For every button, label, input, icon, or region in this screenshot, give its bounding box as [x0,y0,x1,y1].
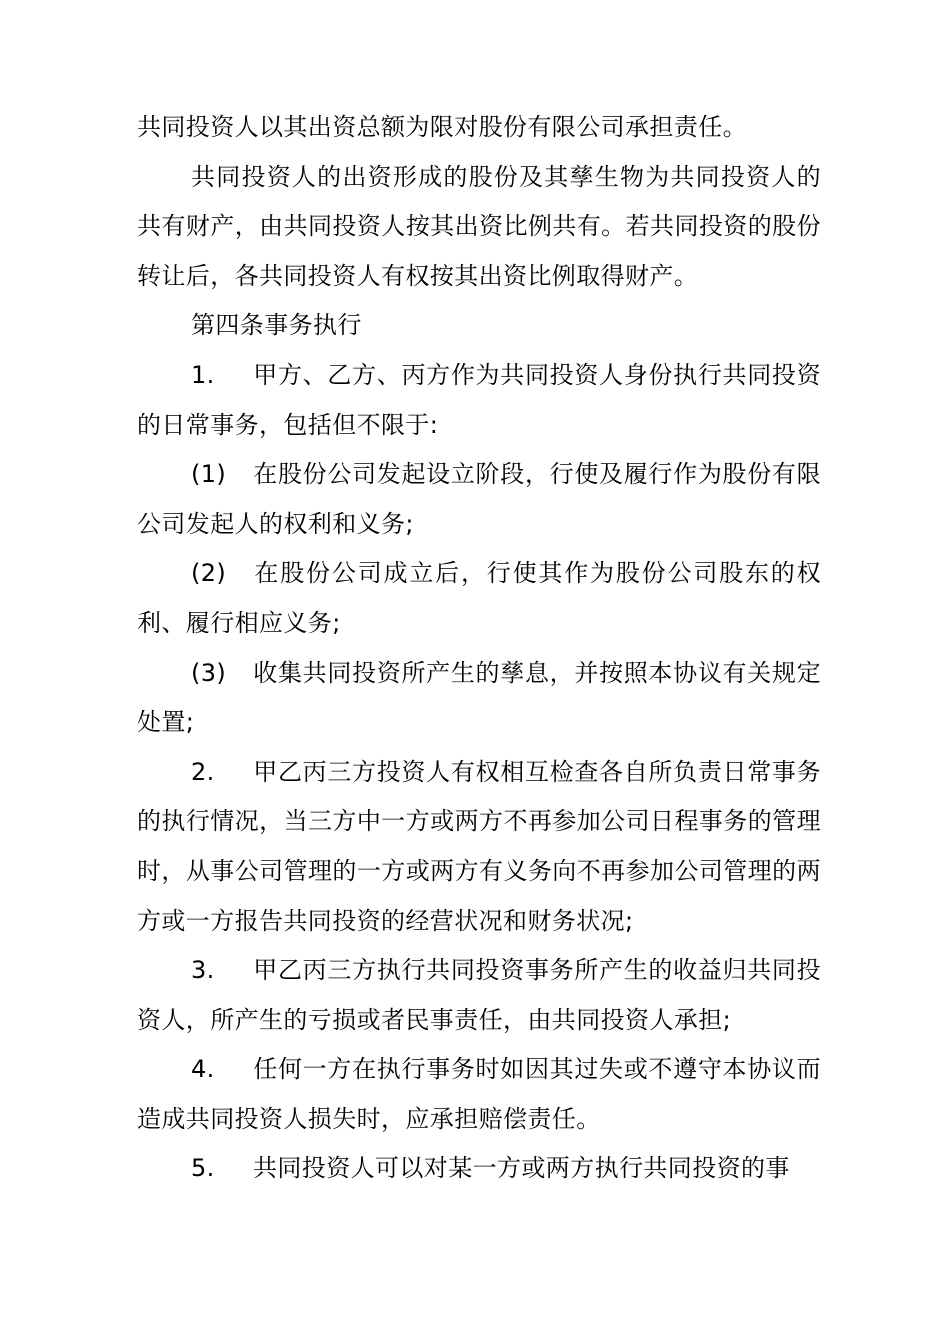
list-item-1 [137,351,821,450]
sub-item-1 [137,450,821,549]
list-item-5 [137,1144,821,1194]
list-item-text: 甲方、乙方、丙方作为共同投资人身份执行共同投资的日常事务，包括但不限于: [137,360,821,439]
sub-item-text: 在股份公司发起设立阶段，行使及履行作为股份有限公司发起人的权利和义务; [137,460,821,538]
list-item-text: 共同投资人可以对某一方或两方执行共同投资的事 [253,1154,790,1183]
list-item-4 [137,1045,821,1144]
sub-item-3 [137,649,821,748]
paragraph-joint-property [137,153,821,302]
list-number: 3. [191,956,215,985]
sub-item-number: (1) [191,460,227,489]
list-number: 5. [191,1154,215,1183]
paragraph-text: 共同投资人的出资形成的股份及其孳生物为共同投资人的共有财产，由共同投资人按其出资比例共有。若共同投资的股份转让后，各共同投资人有权按其出资比例取得财产。 [137,162,821,290]
paragraph-liability [137,103,821,153]
list-item-text: 任何一方在执行事务时如因其过失或不遵守本协议而造成共同投资人损失时，应承担赔偿责任。 [137,1055,821,1133]
list-number: 2. [191,757,215,786]
list-number: 1. [191,360,215,389]
sub-item-number: (2) [191,559,227,588]
list-item-text: 甲乙丙三方投资人有权相互检查各自所负责日常事务的执行情况，当三方中一方或两方不再参加公司日程事务的管理时，从事公司管理的一方或两方有义务向不再参加公司管理的两方或一方报告共同投资的经营状况和财务状况; [137,757,821,935]
paragraph-text: 共同投资人以其出资总额为限对股份有限公司承担责任。 [137,113,747,141]
list-item-text: 甲乙丙三方执行共同投资事务所产生的收益归共同投资人，所产生的亏损或者民事责任，由共同投资人承担; [137,956,821,1034]
sub-item-number: (3) [191,658,227,687]
list-item-3 [137,946,821,1045]
sub-item-text: 在股份公司成立后，行使其作为股份公司股东的权利、履行相应义务; [137,559,821,637]
sub-item-text: 收集共同投资所产生的孳息，并按照本协议有关规定处置; [137,658,821,737]
section-heading-article-4 [137,301,821,351]
section-heading-text: 第四条事务执行 [191,311,362,340]
list-item-2 [137,748,821,946]
document-body [137,103,821,1194]
sub-item-2 [137,549,821,648]
list-number: 4. [191,1055,215,1084]
